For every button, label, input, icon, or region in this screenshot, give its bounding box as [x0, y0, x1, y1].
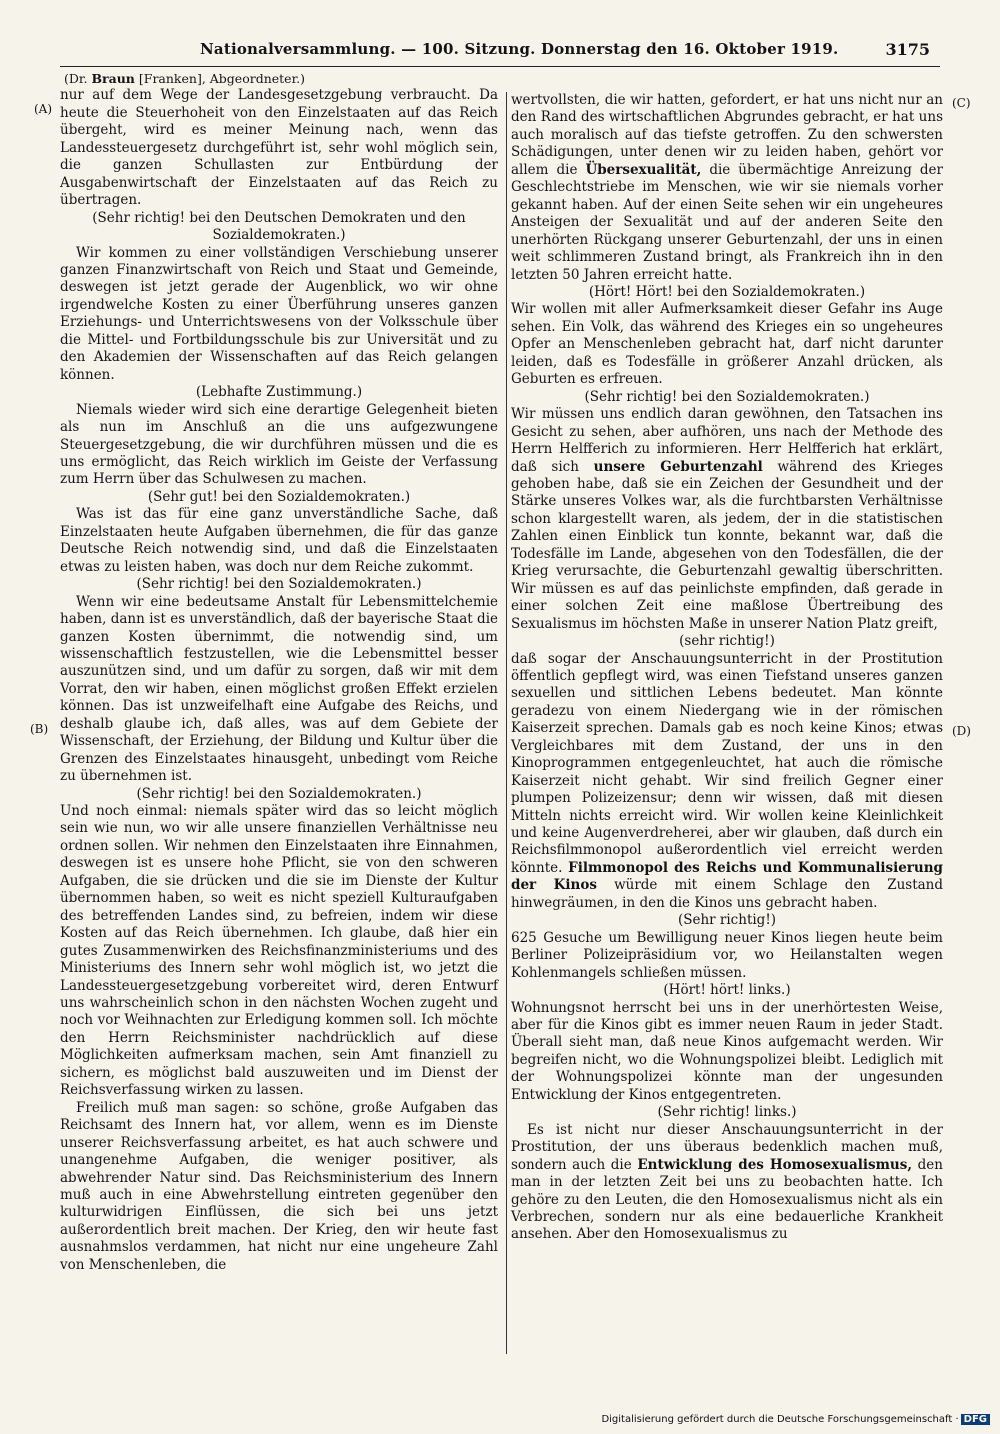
paragraph-text: (Sehr richtig! links.) [657, 1104, 797, 1121]
paragraph-text: 625 Gesuche um Bewilligung neuer Kinos liegen heute beim Berliner Polizeipräsidium vor, wo Heilanstalten wegen Kohlenmangels schließen müssen. [511, 929, 943, 981]
speaker-prefix: (Dr. [64, 71, 88, 86]
paragraph-text: Und noch einmal: niemals später wird das so leicht möglich sein wie nun, wo wir alle unsere finanziellen Verhältnisse neu ordnen sollen. Wir nehmen den Einzelstaaten ihre Einnahmen, deswegen ist es unsere hohe Pflicht, sie von den schweren Aufgaben, die sie drücken und die sie im Dienste der Kultur übernommen haben, so weit es nicht speziell Kulturaufgaben des betreffenden Landes sind, zu befreien, indem wir diese Kosten auf das Reich übernehmen. Ich glaube, daß hier ein gutes Zusammenwirken des Reichsfinanzministeriums und des Ministeriums des Innern sehr wohl möglich ist, wo jetzt die Landessteuergesetzgebung vorbereitet wird, deren Entwurf uns wahrscheinlich schon in den nächsten Wochen zugeht und noch vor Weihnachten zur Erledigung kommen soll. Ich möchte den Herrn Reichsminister nachdrücklich auf diese Möglichkeiten aufmerksam machen, sein Amt finanziell zu sichern, es möglichst bald auszuweiten und im Dienst der Reichsverfassung wirken zu lassen. [60, 803, 498, 1099]
header-rule [60, 66, 940, 67]
paragraph-text: Wir wollen mit aller Aufmerksamkeit dieser Gefahr ins Auge sehen. Ein Volk, das während des Krieges ein so ungeheures Opfer an Menschenleben gebracht hat, darf nicht darunter leiden, daß es Todesfälle in größerer Anzahl drücken, als Geburten es erfreuen. [511, 301, 943, 388]
paragraph [511, 651, 943, 913]
footer-credit [601, 1414, 990, 1425]
margin-mark-b: (B) [30, 722, 49, 736]
paragraph-text: während des Krieges gehoben habe, daß sie ein Zeichen der Gesundheit und der Stärke unseres Volkes war, als die furchtbarsten Verhältnisse schon klargestellt waren, als jedem, der in die statistischen Zahlen einen Einblick tun konnte, bekannt war, daß die Todesfälle im Lande, abgesehen von den Todesfällen, die der Krieg verursachte, die Geburtenzahl gewaltig überschritten. Wir müssen es auf das peinlichste empfinden, daß gerade in einer solchen Zeit eine maßlose Übertreibung des Sexualismus im höchsten Maße in unserer Nation Platz greift, [511, 458, 943, 632]
paragraph [511, 930, 943, 982]
paragraph-text: nur auf dem Wege der Landesgesetzgebung verbraucht. Da heute die Steuerhoheit von den Einzelstaaten auf das Reich übergeht, wird es meiner Meinung nach, wenn das Landessteuergesetz durchgeführt ist, sehr wohl möglich sein, die ganzen Schullasten zur Entbürdung der Ausgabenwirtschaft der Einzelstaaten auf das Reich zu übertragen. [60, 87, 498, 209]
emphasized-text: Entwicklung des Homosexualismus, [637, 1156, 913, 1173]
paragraph-text: würde mit einem Schlage den Zustand hinwegräumen, in den die Kinos uns gebracht haben. [511, 877, 944, 911]
paragraph [60, 402, 498, 489]
paragraph-text: wertvollsten, die wir hatten, gefordert, er hat uns nicht nur an den Rand des wirtschaftlichen Abgrundes gebracht, er hat uns auch moralisch auf das tiefste getroffen. Zu den schwersten Schädigungen, unter denen wir zu leiden haben, gehört vor allem die [511, 92, 943, 178]
margin-mark-a: (A) [34, 102, 53, 116]
emphasized-text: Filmmonopol des Reichs und Kommunalisierung der Kinos [511, 859, 943, 894]
paragraph-text: Was ist das für eine ganz unverständliche Sache, daß Einzelstaaten heute Aufgaben übernehmen, die für das ganze Deutsche Reich notwendig sind, und daß die Einzelstaaten etwas zu leisten haben, was doch nur dem Reiche zukommt. [60, 506, 498, 575]
interjection [511, 982, 943, 999]
paragraph [60, 1100, 498, 1275]
speaker-name: Braun [91, 71, 135, 86]
paragraph [511, 1122, 943, 1244]
page-number: 3175 [885, 40, 930, 59]
interjection [511, 1104, 943, 1121]
paragraph-text: (Hört! Hört! bei den Sozialdemokraten.) [588, 283, 866, 300]
paragraph-text: Niemals wieder wird sich eine derartige Gelegenheit bieten als nun im Anschluß an die uns aufgezwungene Steuergesetzgebung, die wir durchführen müssen und die es uns ermöglicht, das Reich wirklich im Geiste der Verfassung zum Herrn über das Schulwesen zu machen. [60, 401, 498, 488]
interjection [511, 633, 943, 650]
interjection [511, 284, 943, 301]
paragraph-text: Wir kommen zu einer vollständigen Verschiebung unserer ganzen Finanzwirtschaft von Reich und Staat und Gemeinde, deswegen ist jetzt gerade der Augenblick, wo wir ohne irgendwelche Kosten zu einer Überführung unseres ganzen Erziehungs- und Unterrichtswesens von der Volksschule über die Mittel- und Fortbildungsschule bis zur Universität und zu den Akademien der Wissenschaften auf das Reich gelangen können. [60, 244, 498, 383]
page-header [0, 40, 1000, 66]
paragraph-text: (Sehr richtig! bei den Sozialdemokraten.) [584, 388, 870, 405]
margin-mark-d: (D) [952, 724, 971, 738]
interjection [60, 384, 498, 401]
interjection [60, 786, 498, 803]
running-title: Nationalversammlung. — 100. Sitzung. Donnerstag den 16. Oktober 1919. [200, 40, 839, 58]
emphasized-text: Übersexualität, [585, 161, 702, 178]
paragraph [511, 406, 943, 633]
paragraph-text: Freilich muß man sagen: so schöne, große Aufgaben das Reichsamt des Innern hat, vor allem, wenn es im Dienste unserer Reichsverfassung arbeitet, es hat auch schwere und unangenehme Aufgaben, die weniger positiver, als abwehrender Natur sind. Das Reichsministerium des Innern muß auch in eine Abwehrstellung eintreten gegenüber den kulturwidrigen Einflüssen, die sich bei uns jetzt außerordentlich breit machen. Der Krieg, den wir heute fast ausnahmslos verdammen, hat nicht nur eine ungeheure Zahl von Menschenleben, die [60, 1099, 498, 1273]
margin-mark-c: (C) [952, 96, 971, 110]
paragraph-text: (Sehr richtig! bei den Sozialdemokraten.) [136, 785, 422, 802]
paragraph-text: (Sehr richtig!) [677, 912, 777, 929]
right-column [511, 92, 943, 1244]
paragraph-text: (Sehr gut! bei den Sozialdemokraten.) [147, 488, 411, 505]
interjection [511, 912, 943, 929]
interjection [60, 210, 498, 245]
emphasized-text: unsere Geburtenzahl [593, 458, 763, 475]
paragraph-text: Wenn wir eine bedeutsame Anstalt für Lebensmittelchemie haben, dann ist es unverständlich, daß der bayerische Staat die ganzen Kosten übernimmt, die notwendig sind, um wissenschaftlich festzustellen, wie die Lebensmittel besser auszunützen sind, und um dafür zu sorgen, daß wir mit dem Vorrat, den wir haben, einen möglichst großen Effekt erzielen können. Das ist unzweifelhaft eine Aufgabe des Reichs, und deshalb glaube ich, daß alles, was auf dem Gebiete der Wissenschaft, der Erziehung, der Bildung und Kultur über die Grenzen des Einzelstaates hinausgeht, unbedingt vom Reiche zu übernehmen ist. [60, 593, 498, 785]
paragraph-text: (sehr richtig!) [679, 633, 775, 650]
paragraph-text: die übermächtige Anreizung der Geschlechtstriebe im Menschen, wie wir sie niemals vorher gekannt haben. Auf der einen Seite sehen wir ein ungeheures Ansteigen der Sexualität und auf der anderen Seite den unerhörten Rückgang unserer Geburtenzahl, der uns in einen weit schlimmeren Zustand bringt, als Frankreich ihn in den letzten 50 Jahren erreicht hatte. [511, 161, 943, 283]
paragraph-text: Wir müssen uns endlich daran gewöhnen, den Tatsachen ins Gesicht zu sehen, aber aufhören, uns nach der Methode des Herrn Helfferich zu informieren. Herr Helfferich hat erklärt, daß sich [511, 406, 943, 475]
paragraph [60, 506, 498, 576]
paragraph [60, 594, 498, 786]
paragraph [511, 92, 943, 284]
footer-text: Digitalisierung gefördert durch die Deutsche Forschungsgemeinschaft · [601, 1414, 959, 1425]
dfg-logo: DFG [961, 1414, 990, 1425]
paragraph-text: den man in der letzten Zeit bei uns zu beobachten hatte. Ich gehöre zu den Leuten, die den Homosexualismus nicht als ein Verbrechen, sondern nur als eine bedauerliche Krankheit ansehen. Aber den Homosexualismus zu [511, 1156, 943, 1243]
paragraph [60, 803, 498, 1100]
paragraph-text: (Lebhafte Zustimmung.) [195, 384, 363, 401]
column-divider [506, 92, 507, 1354]
paragraph-text: (Sehr richtig! bei den Deutschen Demokraten und den Sozialdemokraten.) [92, 209, 466, 244]
paragraph [511, 1000, 943, 1105]
paragraph-text: Wohnungsnot herrscht bei uns in der unerhörtesten Weise, aber für die Kinos gibt es immer neuen Raum in jeder Stadt. Überall sieht man, daß neue Kinos aufgemacht werden. Wir begreifen nicht, wo die Wohnungspolizei bleibt. Lediglich mit der Wohnungspolizei könnte man der ungesunden Entwicklung der Kinos entgegentreten. [511, 999, 943, 1103]
interjection [60, 576, 498, 593]
paragraph [60, 245, 498, 385]
paragraph-text: daß sogar der Anschauungsunterricht in der Prostitution öffentlich gepflegt wird, was einen Tiefstand unseres ganzen sexuellen und sittlichen Lebens bedeutet. Man könnte geradezu von einem Niedergang wie in der römischen Kaiserzeit sprechen. Damals gab es noch keine Kinos; etwas Vergleichbares mit dem Zustand, der uns in den Kinoprogrammen entgegenleuchtet, hat auch die römische Kaiserzeit nicht gehabt. Wir sind freilich Gegner einer plumpen Polizeizensur; denn wir wissen, daß mit diesen Mitteln nichts erreicht wird. Wir wollen keine Kleinlichkeit und keine Augenverdreherei, aber wir glauben, daß durch ein Reichsfilmmonopol außerordentlich viel erreicht werden könnte. [511, 650, 943, 876]
paragraph-text: (Hört! hört! links.) [663, 982, 791, 999]
left-column [60, 70, 498, 1274]
paragraph [60, 87, 498, 209]
speaker-suffix: [Franken], Abgeordneter.) [138, 71, 306, 86]
interjection [511, 389, 943, 406]
right-column-body [511, 92, 943, 1244]
speaker-line [64, 70, 498, 87]
paragraph [511, 301, 943, 388]
paragraph-text: Es ist nicht nur dieser Anschauungsunterricht in der Prostitution, der uns überaus bedenklich machen muß, sondern auch die [511, 1121, 943, 1173]
interjection [60, 489, 498, 506]
left-column-body [60, 87, 498, 1274]
paragraph-text: (Sehr richtig! bei den Sozialdemokraten.) [136, 576, 422, 593]
